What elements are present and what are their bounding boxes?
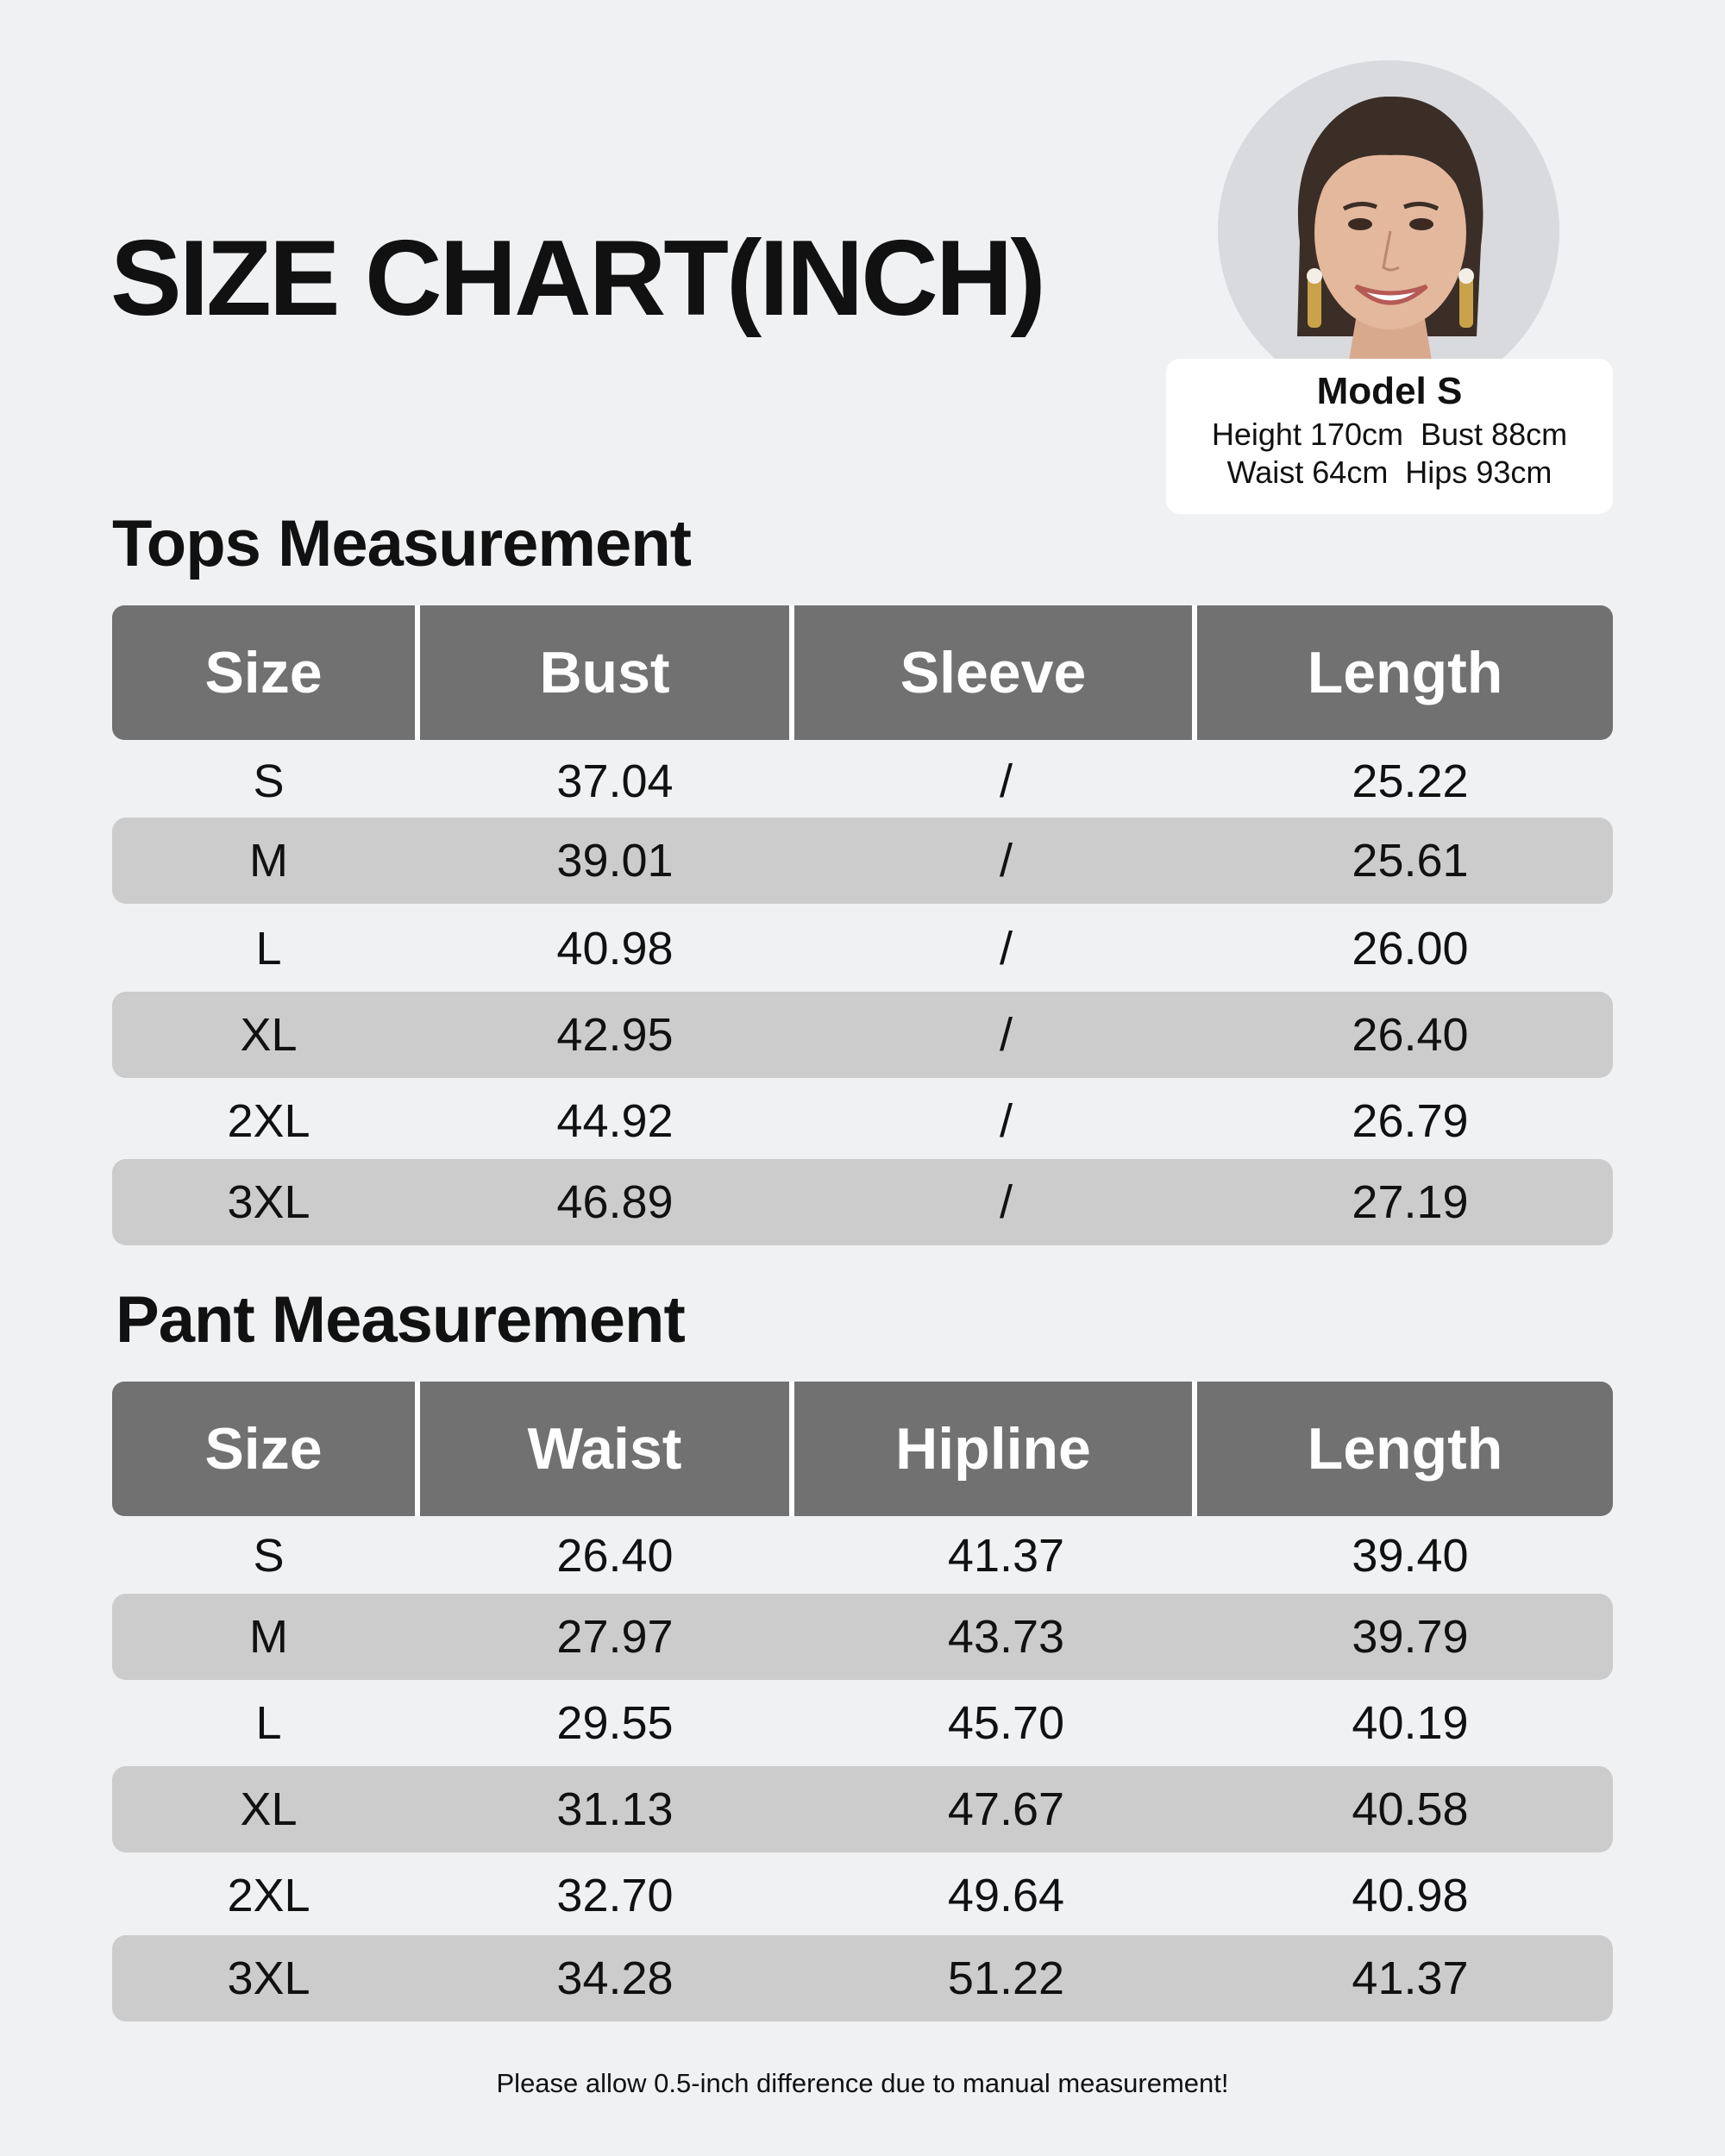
tops-table bbox=[112, 605, 1613, 1228]
sleeve-cell: / bbox=[999, 835, 1013, 887]
bust-cell: 37.04 bbox=[556, 755, 674, 807]
size-cell: 3XL bbox=[227, 1952, 310, 2004]
waist-cell: 34.28 bbox=[556, 1952, 674, 2004]
page-title: SIZE CHART(INCH) bbox=[110, 219, 1044, 338]
tops-header-bust: Bust bbox=[420, 605, 794, 740]
pants-section-title: Pant Measurement bbox=[116, 1283, 685, 1357]
size-cell: 2XL bbox=[227, 1870, 310, 1921]
waist-cell: 32.70 bbox=[556, 1870, 674, 1921]
tops-header-sleeve: Sleeve bbox=[794, 605, 1197, 740]
size-cell: M bbox=[249, 835, 288, 887]
length-cell: 41.37 bbox=[1352, 1952, 1469, 2004]
length-cell: 39.79 bbox=[1352, 1611, 1469, 1663]
pants-header-length: Length bbox=[1307, 1416, 1503, 1482]
length-cell: 26.00 bbox=[1352, 923, 1469, 975]
model-waist-hips: Waist 64cm Hips 93cm bbox=[1226, 454, 1552, 490]
size-cell: 3XL bbox=[227, 1176, 310, 1228]
hipline-cell: 49.64 bbox=[947, 1870, 1065, 1921]
size-cell: S bbox=[253, 755, 285, 807]
size-cell: L bbox=[255, 1697, 282, 1749]
waist-cell: 29.55 bbox=[556, 1697, 674, 1749]
bust-cell: 44.92 bbox=[556, 1095, 674, 1147]
length-cell: 40.19 bbox=[1352, 1697, 1469, 1749]
waist-cell: 31.13 bbox=[556, 1783, 674, 1835]
length-cell: 40.98 bbox=[1352, 1870, 1469, 1921]
table-row bbox=[112, 1594, 1613, 1680]
size-cell: S bbox=[253, 1530, 285, 1582]
length-cell: 27.19 bbox=[1352, 1176, 1469, 1228]
hipline-cell: 47.67 bbox=[947, 1783, 1065, 1835]
table-row bbox=[112, 1852, 1613, 1939]
measurement-note: Please allow 0.5-inch difference due to manual measurement! bbox=[496, 2068, 1229, 2098]
table-row bbox=[112, 992, 1613, 1078]
table-row bbox=[112, 1078, 1613, 1164]
bust-cell: 46.89 bbox=[556, 1176, 674, 1228]
model-height-bust: Height 170cm Bust 88cm bbox=[1211, 417, 1568, 452]
bust-cell: 40.98 bbox=[556, 923, 674, 975]
table-row bbox=[112, 1513, 1613, 1599]
sleeve-cell: / bbox=[999, 755, 1013, 807]
sleeve-cell: / bbox=[999, 1095, 1013, 1147]
tops-header-length: Length bbox=[1307, 640, 1503, 705]
length-cell: 39.40 bbox=[1352, 1530, 1469, 1582]
sleeve-cell: / bbox=[999, 1009, 1013, 1061]
size-cell: XL bbox=[240, 1009, 298, 1061]
tops-header-size: Size bbox=[112, 605, 420, 740]
size-cell: XL bbox=[240, 1783, 298, 1835]
model-portrait-image bbox=[1218, 60, 1559, 402]
waist-cell: 26.40 bbox=[556, 1530, 674, 1582]
table-row bbox=[112, 906, 1613, 992]
pants-header-hipline: Hipline bbox=[794, 1382, 1197, 1516]
sleeve-cell: / bbox=[999, 923, 1013, 975]
length-cell: 26.79 bbox=[1352, 1095, 1469, 1147]
table-row bbox=[112, 818, 1613, 904]
pants-table-header bbox=[112, 1382, 1613, 1516]
model-info-card bbox=[1166, 359, 1613, 514]
table-row bbox=[112, 738, 1613, 824]
model-photo bbox=[1218, 60, 1559, 402]
hipline-cell: 41.37 bbox=[947, 1530, 1065, 1582]
table-row bbox=[112, 1766, 1613, 1852]
tops-table-header bbox=[112, 605, 1613, 740]
hipline-cell: 45.70 bbox=[947, 1697, 1065, 1749]
bust-cell: 39.01 bbox=[556, 835, 674, 887]
sleeve-cell: / bbox=[999, 1176, 1013, 1228]
size-cell: M bbox=[249, 1611, 288, 1663]
table-row bbox=[112, 1159, 1613, 1245]
table-row bbox=[112, 1680, 1613, 1766]
bust-cell: 42.95 bbox=[556, 1009, 674, 1061]
length-cell: 26.40 bbox=[1352, 1009, 1469, 1061]
length-cell: 25.22 bbox=[1352, 755, 1469, 807]
length-cell: 40.58 bbox=[1352, 1783, 1469, 1835]
length-cell: 25.61 bbox=[1352, 835, 1469, 887]
hipline-cell: 43.73 bbox=[947, 1611, 1065, 1663]
pants-table bbox=[112, 1382, 1613, 2004]
table-row bbox=[112, 1935, 1613, 2021]
tops-section-title: Tops Measurement bbox=[112, 507, 691, 580]
waist-cell: 27.97 bbox=[556, 1611, 674, 1663]
model-name: Model S bbox=[1316, 370, 1463, 412]
size-cell: 2XL bbox=[227, 1095, 310, 1147]
pants-header-size: Size bbox=[112, 1382, 420, 1516]
pants-header-waist: Waist bbox=[420, 1382, 794, 1516]
hipline-cell: 51.22 bbox=[947, 1952, 1065, 2004]
size-cell: L bbox=[255, 923, 282, 975]
